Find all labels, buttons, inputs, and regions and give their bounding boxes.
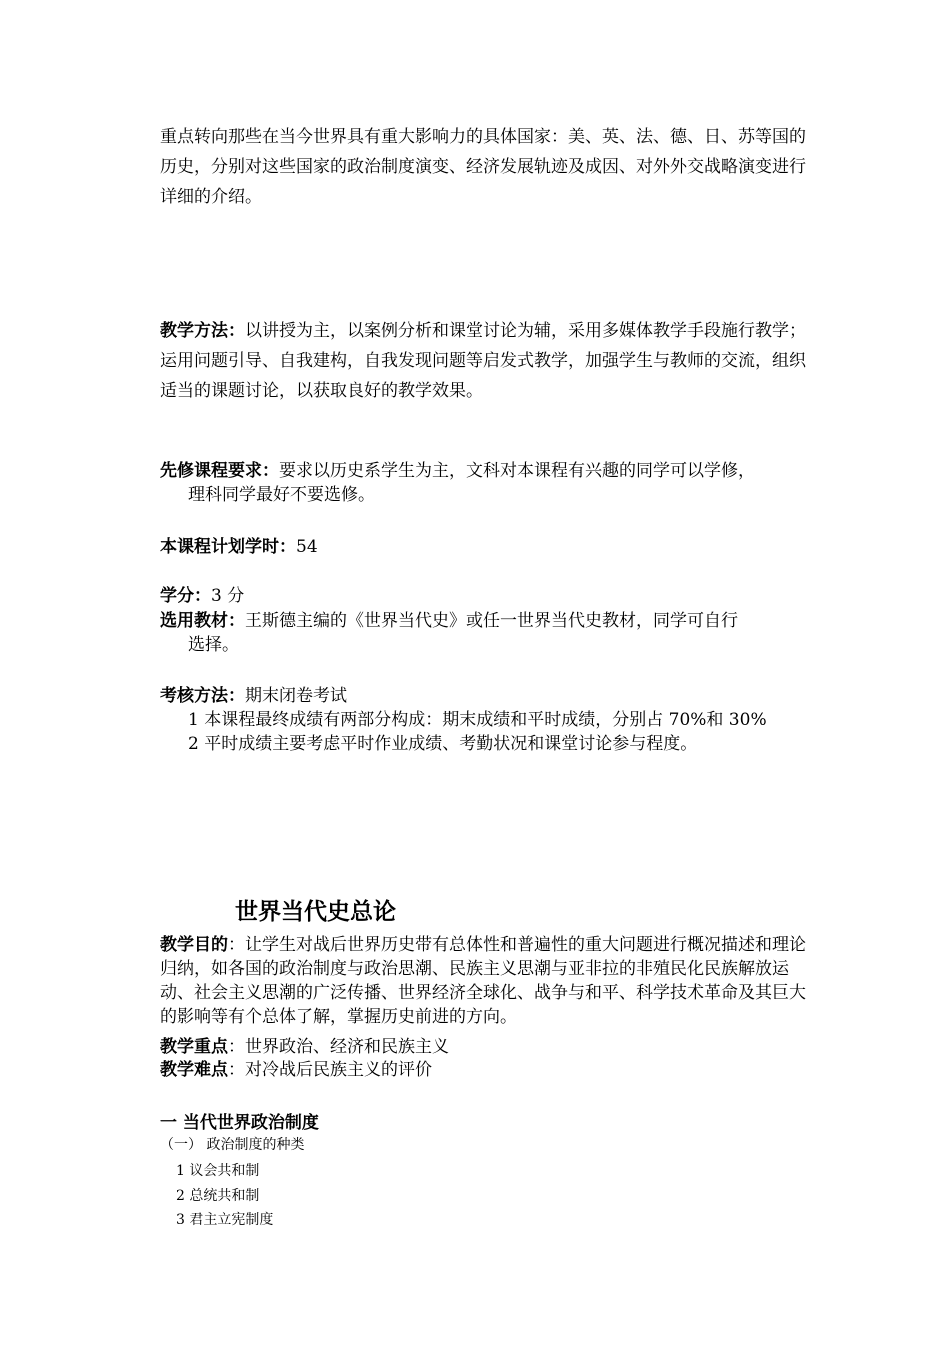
credits-value: 3 分 bbox=[211, 586, 245, 606]
teaching-method-text: 以讲授为主，以案例分析和课堂讨论为辅，采用多媒体教学手段施行教学；运用问题引导、自我建构，自我发现问题等启发式教学，加强学生与教师的交流，组织适当的课题讨论，以获取良好的教学效果。 bbox=[160, 321, 806, 401]
textbook-line2: 选择。 bbox=[188, 635, 239, 655]
key-points-label: 教学重点 bbox=[160, 1037, 228, 1057]
textbook-label: 选用教材： bbox=[160, 611, 245, 631]
hours-value: 54 bbox=[296, 537, 318, 557]
difficulties-line bbox=[160, 1058, 812, 1082]
prerequisite-label: 先修课程要求： bbox=[160, 461, 279, 481]
prerequisite-line1: 要求以历史系学生为主，文科对本课程有兴趣的同学可以学修， bbox=[279, 461, 755, 481]
chapter-list-item: 2 总统共和制 bbox=[176, 1188, 260, 1204]
section-title: 世界当代史总论 bbox=[235, 899, 396, 925]
assessment-block bbox=[160, 684, 812, 756]
credits-label: 学分： bbox=[160, 586, 211, 606]
teaching-method-paragraph bbox=[160, 316, 812, 406]
assessment-item: 1 本课程最终成绩有两部分构成：期末成绩和平时成绩，分别占 70%和 30% bbox=[188, 710, 767, 730]
chapter-sub-heading: （一） 政治制度的种类 bbox=[160, 1137, 305, 1153]
assessment-item: 2 平时成绩主要考虑平时作业成绩、考勤状况和课堂讨论参与程度。 bbox=[188, 734, 698, 754]
chapter-list-item: 1 议会共和制 bbox=[176, 1163, 260, 1179]
textbook-paragraph bbox=[160, 609, 812, 657]
assessment-value: 期末闭卷考试 bbox=[245, 686, 347, 706]
hours-line bbox=[160, 535, 812, 559]
objective-text: ：让学生对战后世界历史带有总体性和普遍性的重大问题进行概况描述和理论归纳，如各国的政治制度与政治思潮、民族主义思潮与亚非拉的非殖民化民族解放运动、社会主义思潮的广泛传播、世界经济全球化、战争与和平、科学技术革命及其巨大的影响等有个总体了解，掌握历史前进的方向。 bbox=[160, 935, 806, 1027]
chapter-list-item: 3 君主立宪制度 bbox=[176, 1212, 274, 1228]
teaching-method-label: 教学方法： bbox=[160, 321, 245, 341]
hours-label: 本课程计划学时： bbox=[160, 537, 296, 557]
key-points-text: ：世界政治、经济和民族主义 bbox=[228, 1037, 449, 1057]
key-points-line bbox=[160, 1035, 812, 1059]
objective-paragraph bbox=[160, 933, 812, 1029]
prerequisite-paragraph bbox=[160, 459, 812, 507]
difficulties-label: 教学难点 bbox=[160, 1060, 228, 1080]
assessment-label: 考核方法： bbox=[160, 686, 245, 706]
textbook-line1: 王斯德主编的《世界当代史》或任一世界当代史教材，同学可自行 bbox=[245, 611, 738, 631]
objective-label: 教学目的 bbox=[160, 935, 228, 955]
intro-paragraph: 重点转向那些在当今世界具有重大影响力的具体国家：美、英、法、德、日、苏等国的历史，分别对这些国家的政治制度演变、经济发展轨迹及成因、对外外交战略演变进行详细的介绍。 bbox=[160, 127, 806, 207]
difficulties-text: ：对冷战后民族主义的评价 bbox=[228, 1060, 432, 1080]
prerequisite-line2: 理科同学最好不要选修。 bbox=[188, 485, 375, 505]
credits-line bbox=[160, 584, 812, 608]
chapter-heading: 一 当代世界政治制度 bbox=[160, 1113, 319, 1133]
